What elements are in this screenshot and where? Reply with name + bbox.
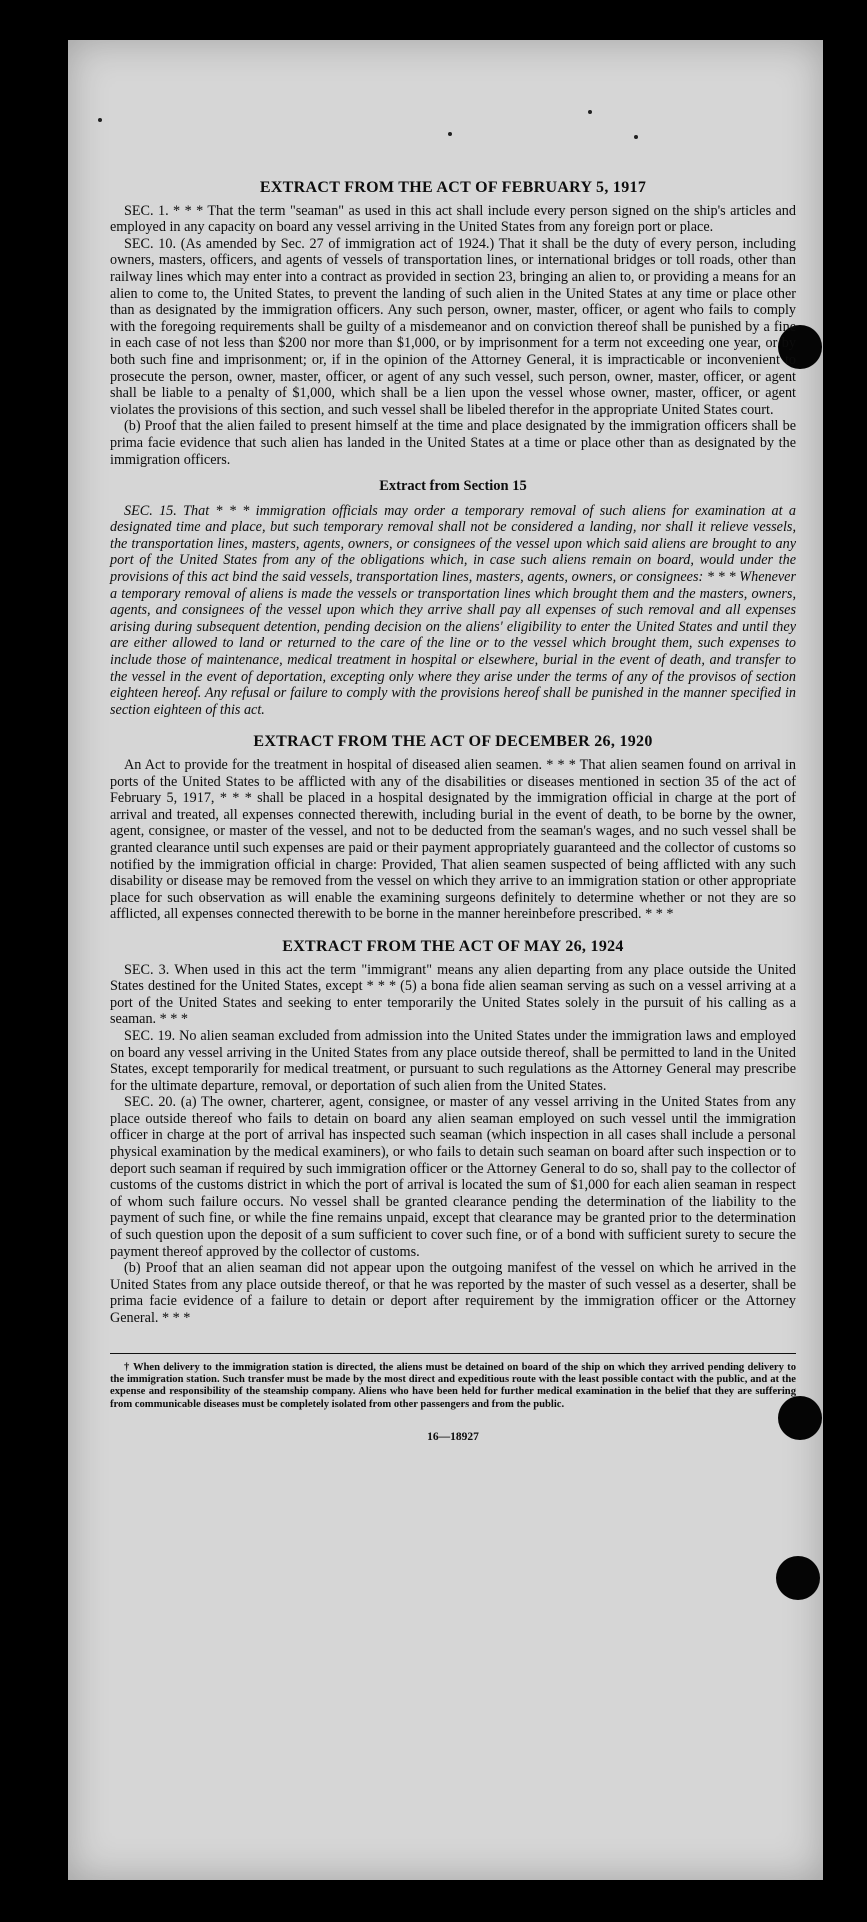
paragraph-sec-20-b: (b) Proof that an alien seaman did not appear upon the outgoing manifest of the vessel on which he arrived in the United States from any place outside thereof, or that he was reported by the master of such vessel as a deserter, shall be prima facie evidence of a failure to detain or deport after requirement by the immigration officer or the Attorney General. * * *: [110, 1260, 796, 1326]
paragraph-sec-20-a: SEC. 20. (a) The owner, charterer, agent, consignee, or master of any vessel arriving in the United States from any place outside thereof who fails to detain on board any alien seaman employed on such vessel until the immigration officer in charge at the port of arrival has inspected such seaman (which inspection in all cases shall include a personal physical examination by the medical examiners), or who fails to detain such seaman on board after such inspection or to deport such seaman if required by such immigration officer or the Attorney General to do so, shall pay to the collector of customs of the customs district in which the port of arrival is located the sum of $1,000 for each alien seaman in respect of whom such failure occurs. No vessel shall be granted clearance pending the determination of the liability to the payment of such fine, or while the fine remains unpaid, except that clearance may be granted prior to the determination of such question upon the deposit of a sum sufficient to cover such fine, or of a bond with sufficient surety to secure the payment thereof approved by the collector of customs.: [110, 1094, 796, 1260]
document-body: [110, 180, 796, 1446]
form-number: 16—18927: [427, 1431, 479, 1444]
paragraph-act-1920: An Act to provide for the treatment in hospital of diseased alien seamen. * * * That alien seamen found on arrival in ports of the United States to be afflicted with any of the disabilities or diseases mentioned in section 35 of the act of February 5, 1917, * * * shall be placed in a hospital designated by the immigration official in charge at the port of arrival and treated, all expenses connected therewith, including burial in the event of death, to be borne by the owner, agent, consignee, or master of the vessel, and not to be deducted from the seaman's wages, and no such vessel shall be granted clearance until such expenses are paid or their payment appropriately guaranteed and the collector of customs so notified by the immigration official in charge: Provided, That alien seamen suspected of being afflicted with any such disability or disease may be removed from the vessel on which they arrive to an immigration station or other appropriate place for such observation as will enable the examining surgeons definitely to determine whether or not they are so afflicted, all expenses connected therewith to be borne in the manner hereinbefore prescribed. * * *: [110, 757, 796, 923]
section-heading: EXTRACT FROM THE ACT OF DECEMBER 26, 1920: [253, 733, 653, 751]
paragraph-sec-15: SEC. 15. That * * * immigration officials may order a temporary removal of such aliens for examination at a designated time and place, but such temporary removal shall not be considered a landing, nor shall it relieve vessels, the transportation lines, masters, agents, owners, or consignees of the vessel upon which said aliens are brought to any port of the United States from any of the obligations which, in case such aliens remain on board, would under the provisions of this act bind the said vessels, transportation lines, masters, agents, owners, or consignees: * * * Whenever a temporary removal of aliens is made the vessels or transportation lines which brought them and the masters, owners, agents, and consignees of the vessel upon which they arrive shall pay all expenses of such removal and all expenses arising during subsequent detention, pending decision on the aliens' eligibility to enter the United States and until they are either allowed to land or returned to the care of the line or to the vessel which brought them, such expenses to include those of maintenance, medical treatment in hospital or elsewhere, burial in the event of death, and transfer to the vessel in the event of deportation, excepting only where they arise under the terms of any of the provisos of section eighteen hereof. Any refusal or failure to comply with the provisions hereof shall be punished in the manner specified in section eighteen of this act.: [110, 502, 796, 718]
section-extract-15: [110, 478, 796, 718]
speck: [588, 110, 592, 114]
footnote-divider: [110, 1353, 796, 1354]
footnote: † When delivery to the immigration station is directed, the aliens must be detained on board of the ship on which they arrived pending delivery to the immigration station. Such transfer must be made by the most direct and expeditious route with the least possible contact with the public, and at the expense and responsibility of the steamship company. Aliens who have been held for further medical examination in the belief that they are suffering from communicable diseases must be completely isolated from other passengers and from the public.: [110, 1361, 796, 1410]
section-act-1924: [110, 939, 796, 1327]
section-heading: Extract from Section 15: [379, 478, 527, 495]
section-heading: EXTRACT FROM THE ACT OF MAY 26, 1924: [282, 937, 624, 955]
paragraph-sec-10-b: (b) Proof that the alien failed to present himself at the time and place designated by the immigration officers shall be prima facie evidence that such alien has landed in the United States at a time or place other than as designated by the immigration officers.: [110, 418, 796, 468]
paragraph-sec-10: SEC. 10. (As amended by Sec. 27 of immigration act of 1924.) That it shall be the duty of every person, including owners, masters, officers, and agents of vessels of transportation lines, or international bridges or toll roads, other than railway lines which may enter into a contract as provided in section 23, bringing an alien to, or providing a means for an alien to come to, the United States, to prevent the landing of such alien in the United States at any time or place other than as designated by the immigration officers. Any such person, owner, master, officer, or agent who fails to comply with the foregoing requirements shall be guilty of a misdemeanor and on conviction thereof shall be punished by a fine in each case of not less than $200 nor more than $1,000, or by imprisonment for a term not exceeding one year, or by both such fine and imprisonment; or, if in the opinion of the Attorney General, it is impracticable or inconvenient to prosecute the person, owner, master, officer, or agent of any such vessel, such person, owner, master, officer, or agent shall be liable to a penalty of $1,000, which shall be a lien upon the vessel whose owner, master, officer, or agent violates the provisions of this section, and such vessel shall be libeled therefor in the appropriate United States court.: [110, 235, 796, 418]
section-heading: EXTRACT FROM THE ACT OF FEBRUARY 5, 1917: [259, 179, 647, 196]
speck: [448, 132, 452, 136]
document-page: [68, 40, 823, 1880]
speck: [634, 135, 638, 139]
punch-hole: [776, 1556, 820, 1600]
section-act-1917: [110, 180, 796, 468]
paragraph-sec-3: SEC. 3. When used in this act the term "immigrant" means any alien departing from any place outside the United States destined for the United States, except * * * (5) a bona fide alien seaman serving as such on a vessel arriving at a port of the United States and seeking to enter temporarily the United States solely in the pursuit of his calling as a seaman. * * *: [110, 961, 796, 1028]
speck: [98, 118, 102, 122]
paragraph-sec-19: SEC. 19. No alien seaman excluded from admission into the United States under the immigration laws and employed on board any vessel arriving in the United States from any place outside thereof, shall be permitted to land in the United States, except temporarily for medical treatment, or pursuant to such regulations as the Attorney General may prescribe for the ultimate departure, removal, or deportation of such alien from the United States.: [110, 1027, 796, 1094]
paragraph-sec-1: SEC. 1. * * * That the term "seaman" as used in this act shall include every person signed on the ship's articles and employed in any capacity on board any vessel arriving in the United States from any foreign port or place.: [110, 202, 796, 236]
section-act-1920: [110, 734, 796, 923]
